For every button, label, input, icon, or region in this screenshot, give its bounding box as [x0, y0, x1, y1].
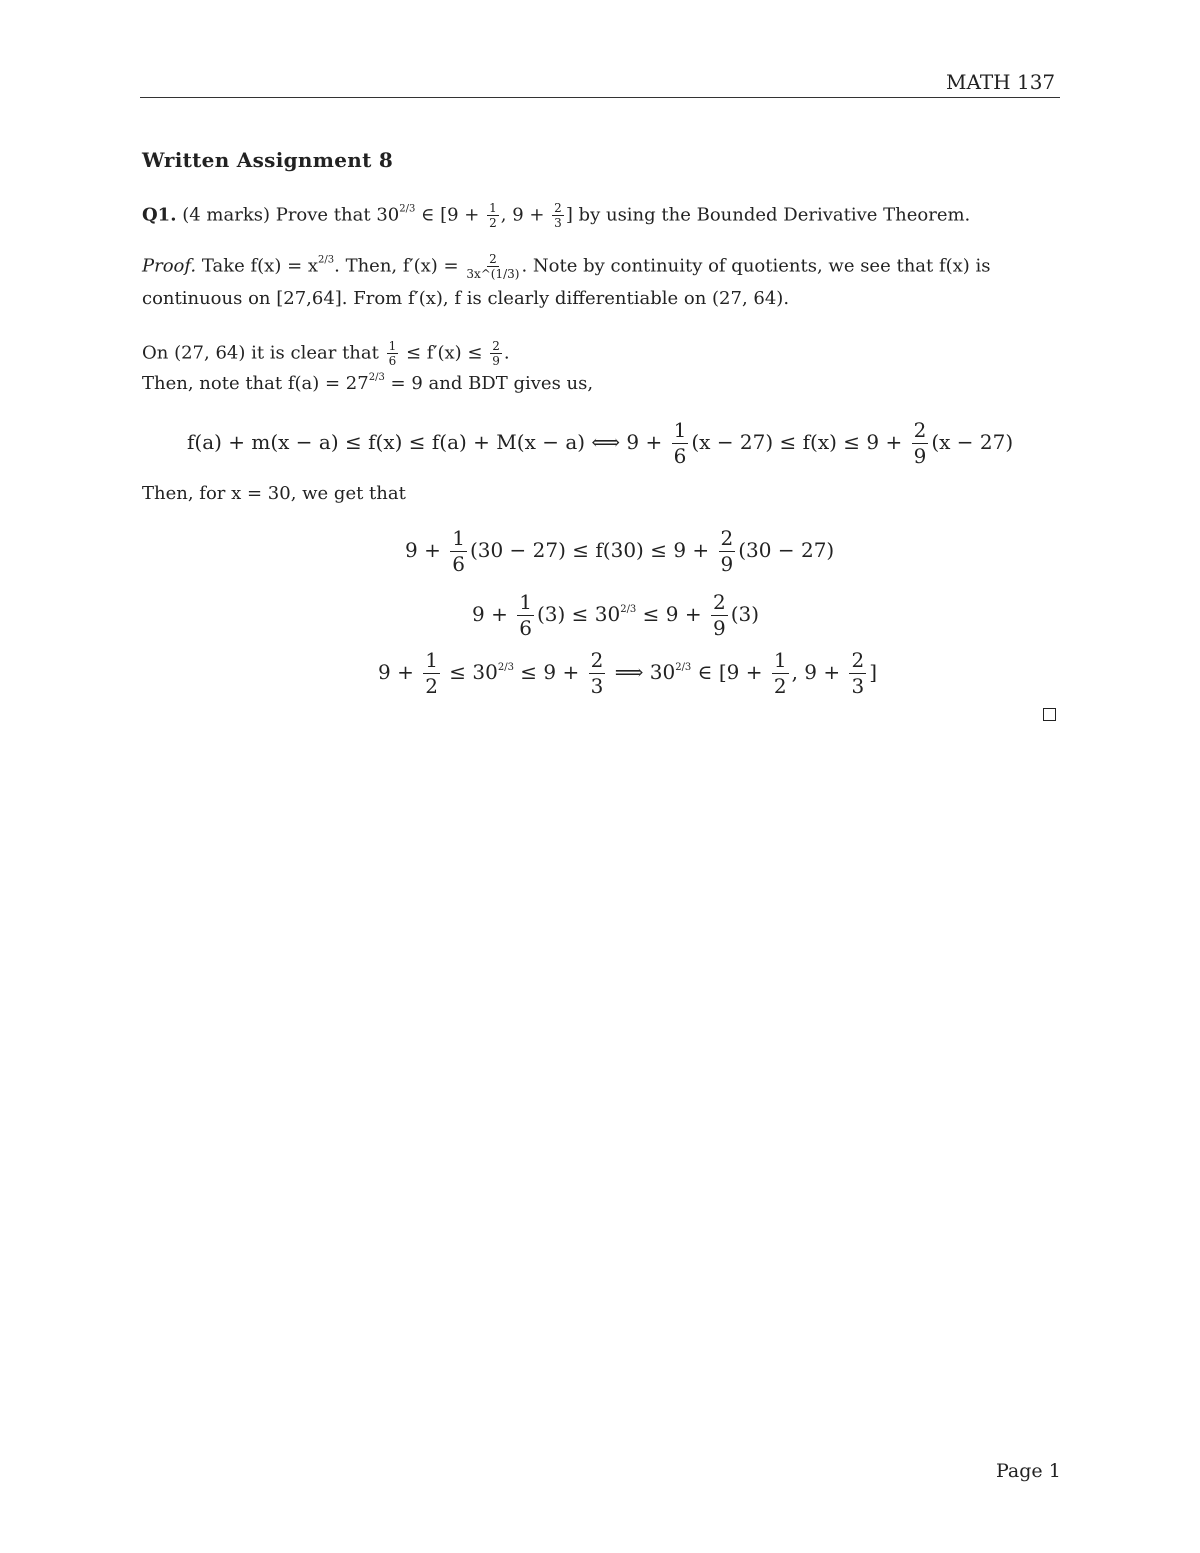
derivative-fraction: $\frac{2}{3x\^{}(1/3)}$: [466, 252, 520, 281]
page-number: Page 1: [996, 1460, 1061, 1482]
exponent: 2/3: [675, 662, 692, 673]
assignment-title: Written Assignment 8: [142, 148, 394, 172]
equation-step-3: 9 + $\frac{1}{2}$ ≤ $30^{2/3} \le 9$ + $\frac{2}{3}$ ⟹ $30^{2/3}$ ∈ [9 + $\frac{1}{2}$ , 9 + $\frac{2}{3}$ ]: [378, 648, 878, 698]
fraction: $\frac{1}{6}$: [673, 418, 687, 468]
exponent: 2/3: [368, 372, 385, 383]
fraction: $\frac{1}{6}$: [452, 526, 465, 576]
exponent: 2/3: [497, 662, 514, 673]
fraction: $\frac{2}{9}$: [720, 526, 734, 576]
exponent: 2/3: [318, 254, 335, 266]
qed-square-icon: [1043, 708, 1056, 721]
proof-line-2: continuous on [27,64]. From f′(x), f is clearly differentiable on (27, 64).: [142, 288, 790, 309]
question-label: Q1.: [142, 204, 177, 226]
question-1: [142, 202, 970, 229]
question-text: , 9 +: [500, 204, 551, 226]
header-rule: [140, 97, 1060, 98]
proof-label: Proof.: [142, 255, 197, 277]
fraction: $\frac{2}{9}$: [492, 339, 500, 368]
exponent: 2/3: [620, 604, 637, 615]
fraction: $\frac{2}{3}$: [590, 648, 604, 698]
question-text: ] by using the Bounded Derivative Theorem.: [565, 204, 971, 226]
fraction: $\frac{2}{9}$: [712, 590, 726, 640]
course-header: MATH 137: [946, 70, 1056, 94]
fraction: $\frac{1}{2}$: [425, 648, 438, 698]
proof-text: . Note by continuity of quotients, we see that f(x) is: [521, 255, 991, 277]
equation-bdt: f(a) + m(x − a) ≤ f(x) ≤ f(a) + M(x − a) ⟺ 9 + $\frac{1}{6}$ (x − 27) ≤ f(x) ≤ 9 + $\frac{2}{9}$ (x − 27): [187, 418, 1014, 468]
proof-line-3: On (27, 64) it is clear that $\frac{1}{6}$ ≤ f′(x) ≤ $\frac{2}{9}$ .: [142, 339, 510, 368]
equation-step-2: 9 + $\frac{1}{6}$ $(3) \le 30^{2/3} \le 9$ + $\frac{2}{9}$ (3): [472, 590, 760, 640]
fraction: $\frac{2}{3}$: [554, 201, 562, 230]
proof-line-4: Then, note that $f(a) = 27^{2/3} = 9$ and BDT gives us,: [142, 372, 594, 394]
equation-step-1: 9 + $\frac{1}{6}$ (30 − 27) ≤ f(30) ≤ 9 + $\frac{2}{9}$ (30 − 27): [405, 526, 835, 576]
proof-text: . Then, f′(x) =: [334, 255, 465, 277]
fraction: $\frac{2}{9}$: [913, 418, 927, 468]
fraction: $\frac{1}{2}$: [489, 201, 497, 230]
fraction: $\frac{1}{6}$: [388, 339, 397, 368]
fraction: $\frac{2}{3}$: [851, 648, 865, 698]
question-text: (4 marks) Prove that 30: [182, 204, 400, 226]
proof-text: Take f(x) = x: [196, 255, 319, 277]
question-text: ∈ [9 +: [415, 204, 486, 226]
proof-line-1: [142, 253, 991, 280]
proof-line-5: Then, for x = 30, we get that: [142, 483, 406, 504]
fraction: $\frac{1}{2}$: [773, 648, 787, 698]
fraction: $\frac{1}{6}$: [519, 590, 532, 640]
question-exponent: 2/3: [399, 203, 416, 215]
